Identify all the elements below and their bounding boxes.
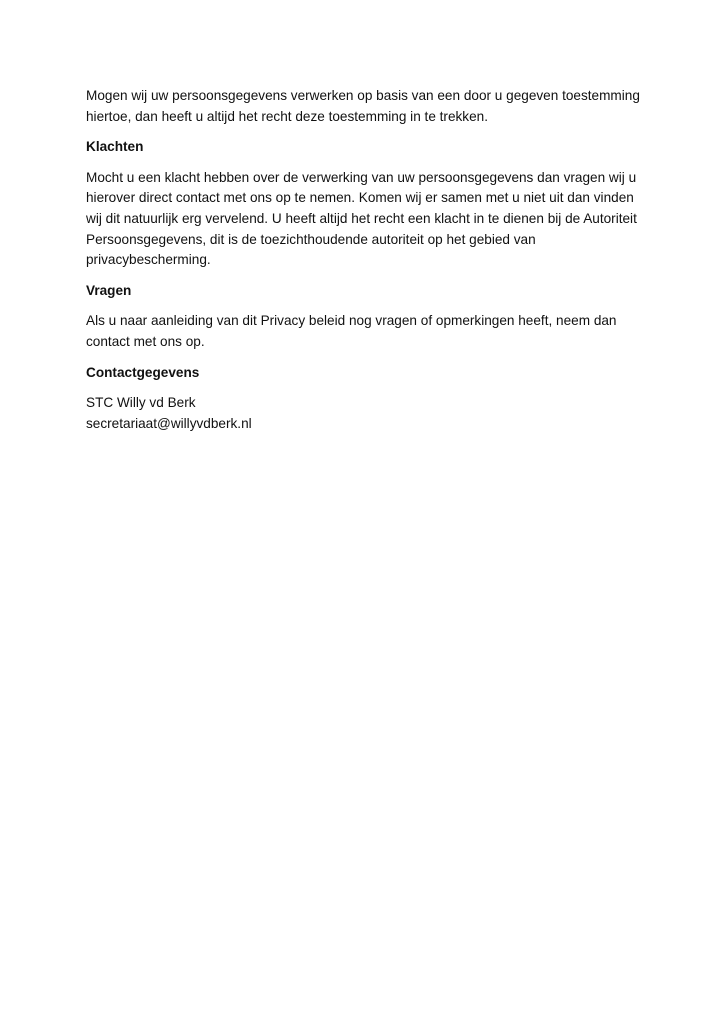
document-body bbox=[86, 86, 642, 434]
section-heading-vragen: Vragen bbox=[86, 282, 132, 298]
section-body-vragen: Als u naar aanleiding van dit Privacy beleid nog vragen of opmerkingen heeft, neem dan contact met ons op. bbox=[86, 313, 617, 349]
contact-email: secretariaat@willyvdberk.nl bbox=[86, 415, 252, 431]
section-heading-contactgegevens: Contactgegevens bbox=[86, 364, 200, 380]
section-heading-klachten: Klachten bbox=[86, 139, 144, 155]
contact-name: STC Willy vd Berk bbox=[86, 395, 196, 411]
intro-paragraph: Mogen wij uw persoonsgegevens verwerken op basis van een door u gegeven toestemming hiertoe, dan heeft u altijd het recht deze toestemming in te trekken. bbox=[86, 88, 640, 124]
section-body-klachten: Mocht u een klacht hebben over de verwerking van uw persoonsgegevens dan vragen wij u hierover direct contact met ons op te nemen. Komen wij er samen met u niet uit dan vinden wij dit natuurlijk erg vervelend. U heeft altijd het recht een klacht in te dienen bij de Autoriteit Persoonsgegevens, dit is de toezichthoudende autoriteit op het gebied van privacybescherming. bbox=[86, 169, 637, 268]
contact-block bbox=[86, 393, 642, 434]
